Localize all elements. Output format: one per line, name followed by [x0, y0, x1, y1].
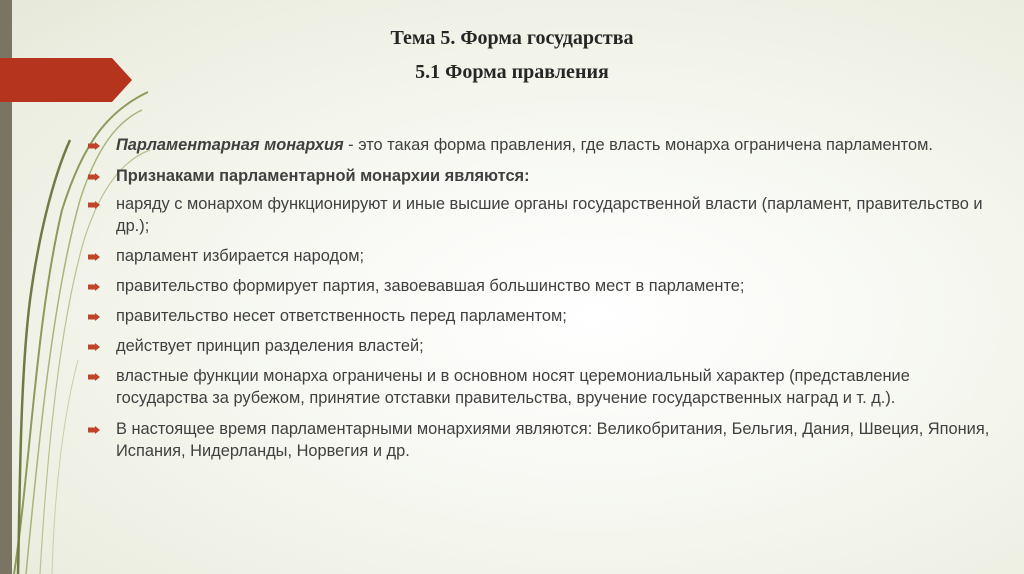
list-item-text: правительство несет ответственность перед парламентом;	[116, 307, 567, 325]
list-item	[88, 275, 998, 297]
list-item	[88, 245, 998, 267]
list-item	[88, 305, 998, 327]
list-item-text: действует принцип разделения властей;	[116, 337, 424, 355]
signs-heading: Признаками парламентарной монархии являются:	[116, 167, 530, 185]
arrow-bullet-icon	[88, 426, 100, 434]
arrow-bullet-icon	[88, 373, 100, 381]
term-text: Парламентарная монархия	[116, 136, 344, 154]
list-item-text: правительство формирует партия, завоевавшая большинство мест в парламенте;	[116, 277, 745, 295]
bullet-list	[88, 134, 998, 462]
slide-title: Тема 5. Форма государства	[390, 27, 634, 49]
list-item-text: парламент избирается народом;	[116, 247, 365, 265]
arrow-bullet-icon	[88, 313, 100, 321]
bullet-item-definition	[88, 134, 998, 156]
list-item-text: властные функции монарха ограничены и в основном носят церемониальный характер (представление государства за рубежом, принятие отставки правительства, вручение государственных наград и т. д.).	[116, 367, 910, 407]
definition-text: - это такая форма правления, где власть монарха ограничена парламентом.	[343, 136, 933, 154]
list-item	[88, 335, 998, 357]
arrow-bullet-icon	[88, 201, 100, 209]
list-item-text: наряду с монархом функционируют и иные высшие органы государственной власти (парламент, правительство и др.);	[116, 195, 983, 235]
bullet-item-heading	[88, 165, 998, 187]
slide-subtitle: 5.1 Форма правления	[415, 61, 609, 83]
arrow-bullet-icon	[88, 343, 100, 351]
list-item	[88, 418, 998, 462]
arrow-bullet-icon	[88, 173, 100, 181]
list-item	[88, 365, 998, 409]
arrow-bullet-icon	[88, 283, 100, 291]
arrow-bullet-icon	[88, 142, 100, 150]
list-item-text: В настоящее время парламентарными монархиями являются: Великобритания, Бельгия, Дания, Швеция, Япония, Испания, Нидерланды, Норвегия и др.	[116, 420, 990, 460]
list-item	[88, 193, 998, 237]
arrow-bullet-icon	[88, 253, 100, 261]
